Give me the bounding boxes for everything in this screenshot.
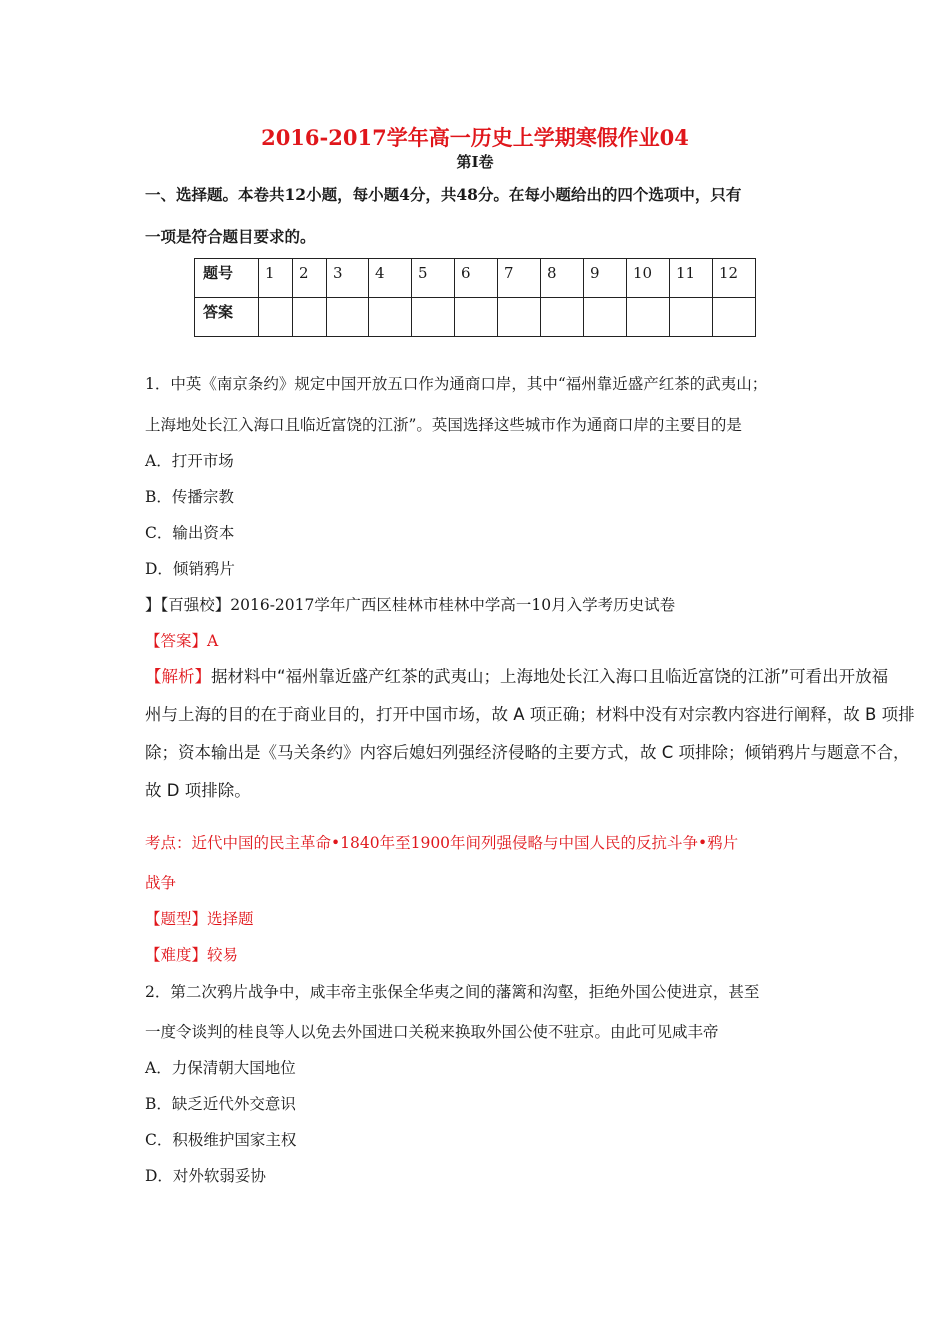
answer-table-number: 4 bbox=[369, 259, 412, 298]
type-tag: 【题型】 bbox=[145, 910, 208, 928]
q1-option-a: A．打开市场 bbox=[145, 452, 234, 470]
q1-analysis-line2: 州与上海的目的在于商业目的，打开中国市场，故 A 项正确；材料中没有对宗教内容进行阐释，故 B 项排 bbox=[145, 705, 915, 724]
q1-question-type bbox=[145, 908, 254, 930]
q1-analysis-line1 bbox=[145, 665, 888, 689]
answer-cell bbox=[293, 298, 327, 337]
q2-stem-line1: 2．第二次鸦片战争中，咸丰帝主张保全华夷之间的藩篱和沟壑，拒绝外国公使进京，甚至 bbox=[145, 983, 760, 1001]
analysis-tag: 【解析】 bbox=[145, 667, 211, 686]
answer-table-number: 5 bbox=[412, 259, 455, 298]
q1-analysis-line4: 故 D 项排除。 bbox=[145, 781, 251, 800]
answer-cell bbox=[627, 298, 670, 337]
answer-cell bbox=[498, 298, 541, 337]
answer-table-number: 9 bbox=[584, 259, 627, 298]
analysis-text: 据材料中“福州靠近盛产红茶的武夷山；上海地处长江入海口且临近富饶的江浙”可看出开放福 bbox=[211, 667, 889, 686]
answer-table-number: 12 bbox=[713, 259, 756, 298]
answer-table-number: 10 bbox=[627, 259, 670, 298]
answer-table-number-row bbox=[195, 259, 756, 298]
q1-answer bbox=[145, 630, 218, 652]
answer-cell bbox=[713, 298, 756, 337]
answer-cell bbox=[369, 298, 412, 337]
type-value: 选择题 bbox=[207, 910, 254, 928]
q1-kaodian-line1: 考点：近代中国的民主革命•1840年至1900年间列强侵略与中国人民的反抗斗争•鸦片 bbox=[145, 834, 739, 852]
q1-option-d: D．倾销鸦片 bbox=[145, 560, 235, 578]
answer-table-answer-row bbox=[195, 298, 756, 337]
answer-table-number: 8 bbox=[541, 259, 584, 298]
answer-cell bbox=[670, 298, 713, 337]
q1-stem-line2: 上海地处长江入海口且临近富饶的江浙”。英国选择这些城市作为通商口岸的主要目的是 bbox=[145, 416, 742, 434]
q2-option-c: C．积极维护国家主权 bbox=[145, 1131, 297, 1149]
section-instruction-line2: 一项是符合题目要求的。 bbox=[145, 227, 316, 246]
section-instruction-line1: 一、选择题。本卷共12小题，每小题4分，共48分。在每小题给出的四个选项中，只有 bbox=[145, 185, 742, 204]
q1-source: 】【百强校】2016-2017学年广西区桂林市桂林中学高一10月入学考历史试卷 bbox=[145, 596, 676, 614]
q2-option-d: D．对外软弱妥协 bbox=[145, 1167, 266, 1185]
page-title: 2016-2017学年高一历史上学期寒假作业04 bbox=[261, 125, 689, 150]
answer-table-row-label: 答案 bbox=[195, 298, 259, 337]
q1-difficulty bbox=[145, 944, 238, 966]
answer-cell bbox=[541, 298, 584, 337]
q1-option-b: B．传播宗教 bbox=[145, 488, 234, 506]
answer-table-number: 6 bbox=[455, 259, 498, 298]
answer-table-number: 11 bbox=[670, 259, 713, 298]
answer-table-row-label: 题号 bbox=[195, 259, 259, 298]
answer-table bbox=[194, 258, 756, 337]
q1-stem-line1: 1．中英《南京条约》规定中国开放五口作为通商口岸，其中“福州靠近盛产红茶的武夷山； bbox=[145, 375, 768, 393]
answer-cell bbox=[584, 298, 627, 337]
q2-option-a: A．力保清朝大国地位 bbox=[145, 1059, 296, 1077]
q1-kaodian-line2: 战争 bbox=[145, 874, 177, 892]
answer-value: A bbox=[207, 632, 219, 650]
q2-option-b: B．缺乏近代外交意识 bbox=[145, 1095, 296, 1113]
answer-cell bbox=[259, 298, 293, 337]
answer-cell bbox=[455, 298, 498, 337]
answer-table-number: 7 bbox=[498, 259, 541, 298]
answer-table-number: 1 bbox=[259, 259, 293, 298]
page-subtitle: 第I卷 bbox=[456, 153, 494, 171]
difficulty-value: 较易 bbox=[207, 946, 239, 964]
answer-tag: 【答案】 bbox=[145, 632, 208, 650]
answer-table-number: 3 bbox=[327, 259, 369, 298]
answer-cell bbox=[412, 298, 455, 337]
answer-table-number: 2 bbox=[293, 259, 327, 298]
q1-option-c: C．输出资本 bbox=[145, 524, 235, 542]
difficulty-tag: 【难度】 bbox=[145, 946, 208, 964]
q2-stem-line2: 一度令谈判的桂良等人以免去外国进口关税来换取外国公使不驻京。由此可见咸丰帝 bbox=[145, 1023, 719, 1041]
q1-analysis-line3: 除；资本输出是《马关条约》内容后媳妇列强经济侵略的主要方式，故 C 项排除；倾销鸦片与题意不合， bbox=[145, 743, 910, 762]
answer-cell bbox=[327, 298, 369, 337]
